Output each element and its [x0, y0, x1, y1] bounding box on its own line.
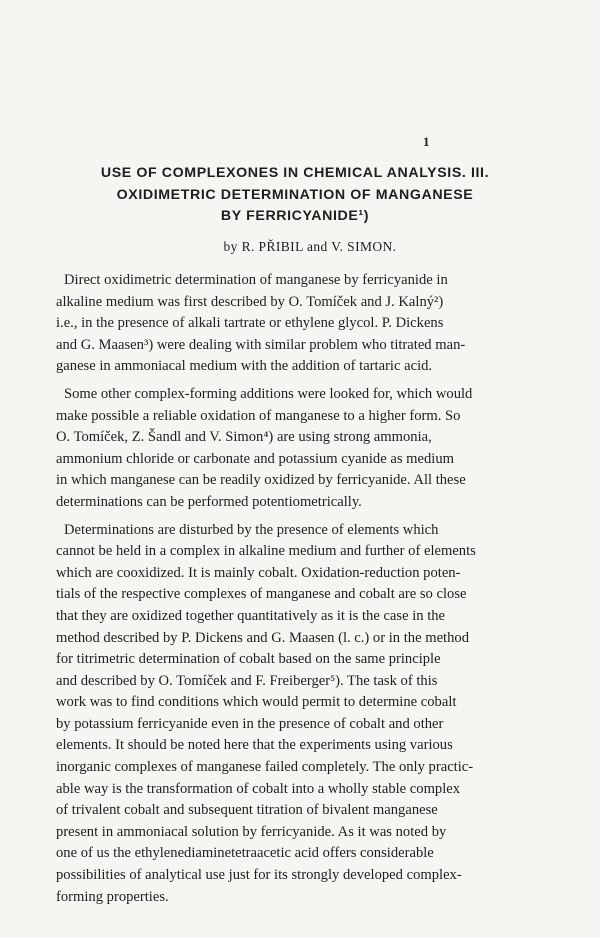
- text-line: Direct oxidimetric determination of manganese by ferricyanide in: [64, 272, 448, 288]
- text-line: i.e., in the presence of alkali tartrate or ethylene glycol. P. Dickens: [56, 315, 444, 332]
- text-line: Determinations are disturbed by the presence of elements which: [64, 521, 439, 538]
- article-authors: by R. PŘIBIL and V. SIMON.: [223, 239, 397, 254]
- paragraph-2: [56, 384, 568, 514]
- text-line: that they are oxidized together quantitatively as it is the case in the: [56, 607, 446, 624]
- text-line: Some other complex-forming additions were looked for, which would: [64, 385, 473, 402]
- text-line: method described by P. Dickens and G. Maasen (l. c.) or in the method: [56, 629, 469, 646]
- article-title: [60, 163, 530, 228]
- text-line: make possible a reliable oxidation of manganese to a higher form. So: [56, 407, 461, 424]
- text-line: forming properties.: [56, 888, 169, 905]
- paragraph-3: [56, 520, 568, 909]
- text-line: O. Tomíček, Z. Šandl and V. Simon⁴) are using strong ammonia,: [56, 429, 432, 446]
- text-line: in which manganese can be readily oxidized by ferricyanide. All these: [56, 472, 466, 489]
- text-line: inorganic complexes of manganese failed completely. The only practic-: [56, 759, 474, 776]
- text-line: of trivalent cobalt and subsequent titration of bivalent manganese: [56, 802, 438, 819]
- text-line: able way is the transformation of cobalt into a wholly stable complex: [56, 780, 461, 797]
- text-line: and G. Maasen³) were dealing with similar problem who titrated man-: [56, 336, 466, 353]
- text-line: which are cooxidized. It is mainly cobalt. Oxidation-reduction poten-: [56, 564, 461, 581]
- text-line: by potassium ferricyanide even in the presence of cobalt and other: [56, 715, 444, 732]
- text-line: tials of the respective complexes of manganese and cobalt are so close: [56, 586, 467, 603]
- text-line: present in ammoniacal solution by ferricyanide. As it was noted by: [56, 823, 447, 840]
- text-line: ammonium chloride or carbonate and potassium cyanide as medium: [56, 450, 454, 467]
- page-number: 1: [423, 134, 430, 149]
- article-body: [56, 270, 568, 908]
- title-line: OXIDIMETRIC DETERMINATION OF MANGANESE: [116, 186, 474, 203]
- text-line: cannot be held in a complex in alkaline medium and further of elements: [56, 543, 476, 560]
- text-line: and described by O. Tomíček and F. Freiberger⁵). The task of this: [56, 672, 438, 689]
- text-line: work was to find conditions which would permit to determine cobalt: [56, 694, 457, 711]
- text-line: alkaline medium was first described by O. Tomíček and J. Kalný²): [56, 293, 444, 310]
- title-line: BY FERRICYANIDE¹): [220, 208, 370, 224]
- text-line: for titrimetric determination of cobalt based on the same principle: [56, 651, 441, 668]
- text-line: one of us the ethylenediaminetetraacetic acid offers considerable: [56, 845, 434, 862]
- text-line: determinations can be performed potentiometrically.: [56, 493, 362, 510]
- title-line: USE OF COMPLEXONES IN CHEMICAL ANALYSIS. III.: [100, 165, 490, 181]
- text-line: elements. It should be noted here that the experiments using various: [56, 737, 453, 754]
- text-line: possibilities of analytical use just for its strongly developed complex-: [56, 867, 462, 884]
- paragraph-1: [56, 270, 568, 378]
- text-line: ganese in ammoniacal medium with the addition of tartaric acid.: [56, 358, 433, 375]
